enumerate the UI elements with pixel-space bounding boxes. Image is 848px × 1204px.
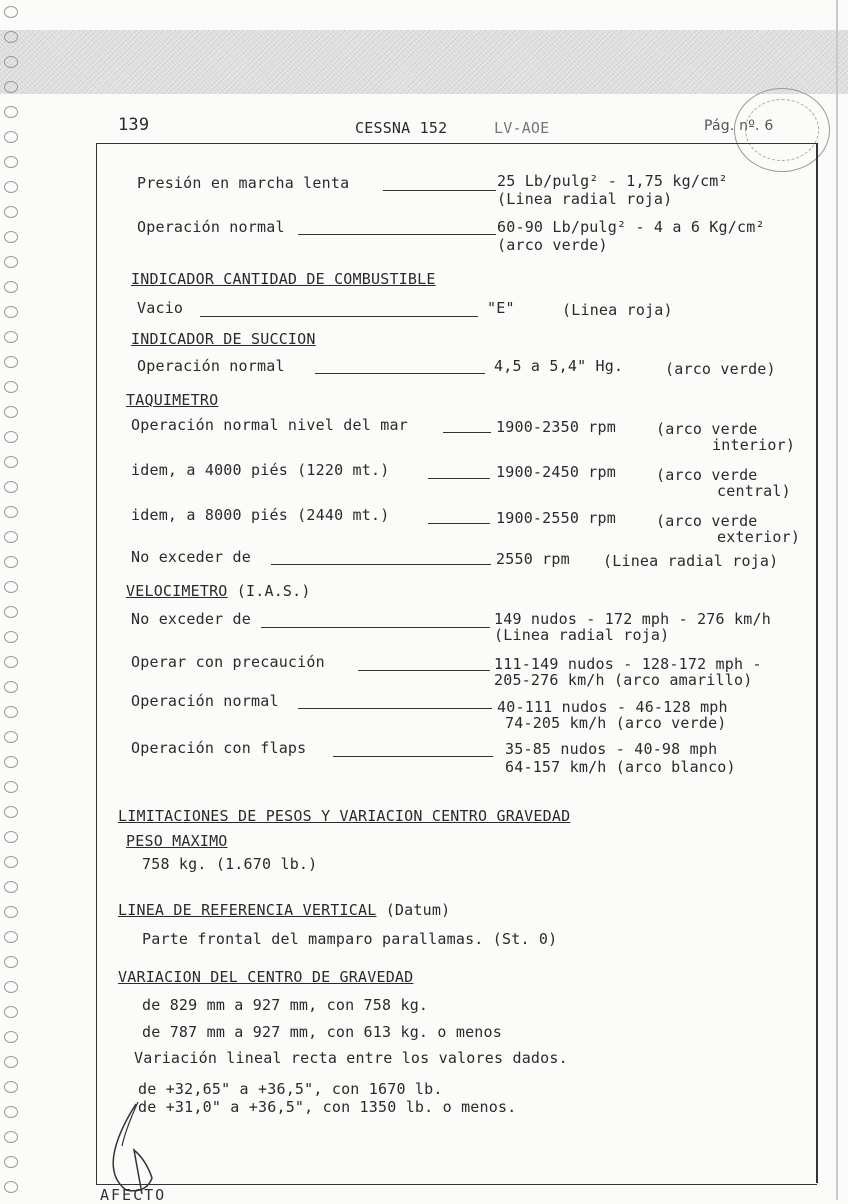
tacho-row2-note1: (arco verde <box>656 466 758 484</box>
leader-line <box>358 670 490 671</box>
page-edge <box>836 0 838 1200</box>
binding-ring <box>4 206 18 218</box>
binding-ring <box>4 556 18 568</box>
tacho-row3-value: 1900-2550 rpm <box>496 509 616 527</box>
binding-ring <box>4 1131 18 1143</box>
binding-ring <box>4 381 18 393</box>
oil-idle-value: 25 Lb/pulg² - 1,75 kg/cm² <box>497 172 728 190</box>
frame-right-border <box>816 143 818 1183</box>
binding-ring <box>4 1081 18 1093</box>
binding-ring <box>4 156 18 168</box>
binding-ring <box>4 881 18 893</box>
leader-line <box>428 478 490 479</box>
airspeed-row2-value2: 205-276 km/h (arco amarillo) <box>494 671 753 689</box>
datum-value: Parte frontal del mamparo parallamas. (St. 0) <box>142 930 558 948</box>
page-label: Pág. nº. 6 <box>704 118 774 134</box>
binding-ring <box>4 781 18 793</box>
leader-line <box>271 564 491 565</box>
oil-idle-note: (Linea radial roja) <box>497 190 673 208</box>
tacho-row2-note2: central) <box>717 482 791 500</box>
leader-line <box>200 316 478 317</box>
binding-ring <box>4 1031 18 1043</box>
binding-ring <box>4 656 18 668</box>
airspeed-row2-value1: 111-149 nudos - 128-172 mph - <box>494 655 762 673</box>
binding-ring <box>4 131 18 143</box>
tacho-row1-note1: (arco verde <box>656 420 758 438</box>
suction-heading: INDICADOR DE SUCCION <box>131 330 316 348</box>
binding-ring <box>4 181 18 193</box>
suction-normal-note: (arco verde) <box>665 360 776 378</box>
aircraft-registration: LV-AOE <box>494 119 550 137</box>
tacho-row2-label: idem, a 4000 piés (1220 mt.) <box>131 461 390 479</box>
tacho-row1-value: 1900-2350 rpm <box>496 418 616 436</box>
binding-ring <box>4 831 18 843</box>
binding-ring <box>4 331 18 343</box>
cg-line2: de 787 mm a 927 mm, con 613 kg. o menos <box>142 1023 502 1041</box>
suction-normal-value: 4,5 a 5,4" Hg. <box>494 357 624 375</box>
binding-ring <box>4 356 18 368</box>
leader-line <box>428 523 490 524</box>
oil-idle-label: Presión en marcha lenta <box>137 174 350 192</box>
binding-ring <box>4 231 18 243</box>
binding-ring <box>4 431 18 443</box>
binding-ring <box>4 56 18 68</box>
binding-ring <box>4 281 18 293</box>
binding-ring <box>4 806 18 818</box>
airspeed-row4-value1: 35-85 nudos - 40-98 mph <box>505 740 718 758</box>
airspeed-row2-label: Operar con precaución <box>131 653 325 671</box>
scan-noise-band <box>0 30 848 94</box>
leader-line <box>443 432 491 433</box>
page-number: 139 <box>118 115 150 135</box>
max-weight-value: 758 kg. (1.670 lb.) <box>142 855 318 873</box>
tacho-row2-value: 1900-2450 rpm <box>496 463 616 481</box>
binding-ring <box>4 1156 18 1168</box>
tacho-row1-label: Operación normal nivel del mar <box>131 416 408 434</box>
fuel-empty-label: Vacio <box>137 299 184 317</box>
binding-ring <box>4 856 18 868</box>
spiral-binding <box>0 0 46 1200</box>
tacho-row4-value: 2550 rpm <box>496 550 570 568</box>
airspeed-heading-suffix: (I.A.S.) <box>236 582 311 600</box>
binding-ring <box>4 1056 18 1068</box>
binding-ring <box>4 706 18 718</box>
cg-line1: de 829 mm a 927 mm, con 758 kg. <box>142 996 429 1014</box>
oil-normal-note: (arco verde) <box>497 236 608 254</box>
airspeed-row4-label: Operación con flaps <box>131 739 307 757</box>
tacho-row4-note: (Linea radial roja) <box>603 552 779 570</box>
binding-ring <box>4 406 18 418</box>
leader-line <box>383 190 496 191</box>
binding-ring <box>4 481 18 493</box>
binding-ring <box>4 1106 18 1118</box>
binding-ring <box>4 506 18 518</box>
binding-ring <box>4 956 18 968</box>
cg-line5: de +31,0" a +36,5", con 1350 lb. o menos. <box>138 1098 517 1116</box>
leader-line <box>298 234 496 235</box>
tacho-row3-note2: exterior) <box>717 528 801 546</box>
binding-ring <box>4 106 18 118</box>
cg-heading: VARIACION DEL CENTRO DE GRAVEDAD <box>118 968 414 986</box>
tacho-row1-note2: interior) <box>712 436 796 454</box>
oil-normal-value: 60-90 Lb/pulg² - 4 a 6 Kg/cm² <box>497 218 765 236</box>
binding-ring <box>4 306 18 318</box>
binding-ring <box>4 931 18 943</box>
binding-ring <box>4 681 18 693</box>
binding-ring <box>4 906 18 918</box>
datum-suffix: (Datum) <box>385 901 451 919</box>
oil-normal-label: Operación normal <box>137 218 285 236</box>
limits-heading: LIMITACIONES DE PESOS Y VARIACION CENTRO GRAVEDAD <box>118 807 571 825</box>
binding-ring <box>4 731 18 743</box>
airspeed-row3-value2: 74-205 km/h (arco verde) <box>505 714 727 732</box>
binding-ring <box>4 456 18 468</box>
binding-ring <box>4 631 18 643</box>
suction-normal-label: Operación normal <box>137 357 285 375</box>
footer-text: AFECTO <box>100 1186 167 1204</box>
leader-line <box>315 373 485 374</box>
binding-ring <box>4 981 18 993</box>
datum-heading: LINEA DE REFERENCIA VERTICAL <box>118 901 377 919</box>
airspeed-heading-wrap <box>126 583 311 600</box>
airspeed-heading: VELOCIMETRO <box>126 582 228 600</box>
binding-ring <box>4 6 18 18</box>
airspeed-row1-value1: 149 nudos - 172 mph - 276 km/h <box>494 610 771 628</box>
leader-line <box>298 708 492 709</box>
binding-ring <box>4 31 18 43</box>
fuel-empty-note: (Linea roja) <box>562 301 673 319</box>
binding-ring <box>4 606 18 618</box>
airspeed-row4-value2: 64-157 km/h (arco blanco) <box>505 758 736 776</box>
max-weight-heading: PESO MAXIMO <box>126 832 228 850</box>
binding-ring <box>4 531 18 543</box>
binding-ring <box>4 1006 18 1018</box>
datum-heading-wrap <box>118 902 450 919</box>
aircraft-model: CESSNA 152 <box>355 119 448 137</box>
airspeed-row3-label: Operación normal <box>131 692 279 710</box>
binding-ring <box>4 81 18 93</box>
airspeed-row3-value1: 40-111 nudos - 46-128 mph <box>497 698 728 716</box>
tacho-row3-label: idem, a 8000 piés (2440 mt.) <box>131 506 390 524</box>
tacho-row3-note1: (arco verde <box>656 512 758 530</box>
cg-line4: de +32,65" a +36,5", con 1670 lb. <box>138 1080 443 1098</box>
leader-line <box>261 627 490 628</box>
binding-ring <box>4 581 18 593</box>
airspeed-row1-value2: (Linea radial roja) <box>494 626 670 644</box>
signature <box>96 1098 176 1198</box>
leader-line <box>333 756 493 757</box>
tachometer-heading: TAQUIMETRO <box>126 391 219 409</box>
tacho-row4-label: No exceder de <box>131 548 251 566</box>
cg-line3: Variación lineal recta entre los valores dados. <box>134 1049 568 1067</box>
binding-ring <box>4 756 18 768</box>
airspeed-row1-label: No exceder de <box>131 610 251 628</box>
fuel-empty-value: "E" <box>487 299 515 317</box>
binding-ring <box>4 1181 18 1193</box>
binding-ring <box>4 256 18 268</box>
fuel-heading: INDICADOR CANTIDAD DE COMBUSTIBLE <box>131 270 436 288</box>
